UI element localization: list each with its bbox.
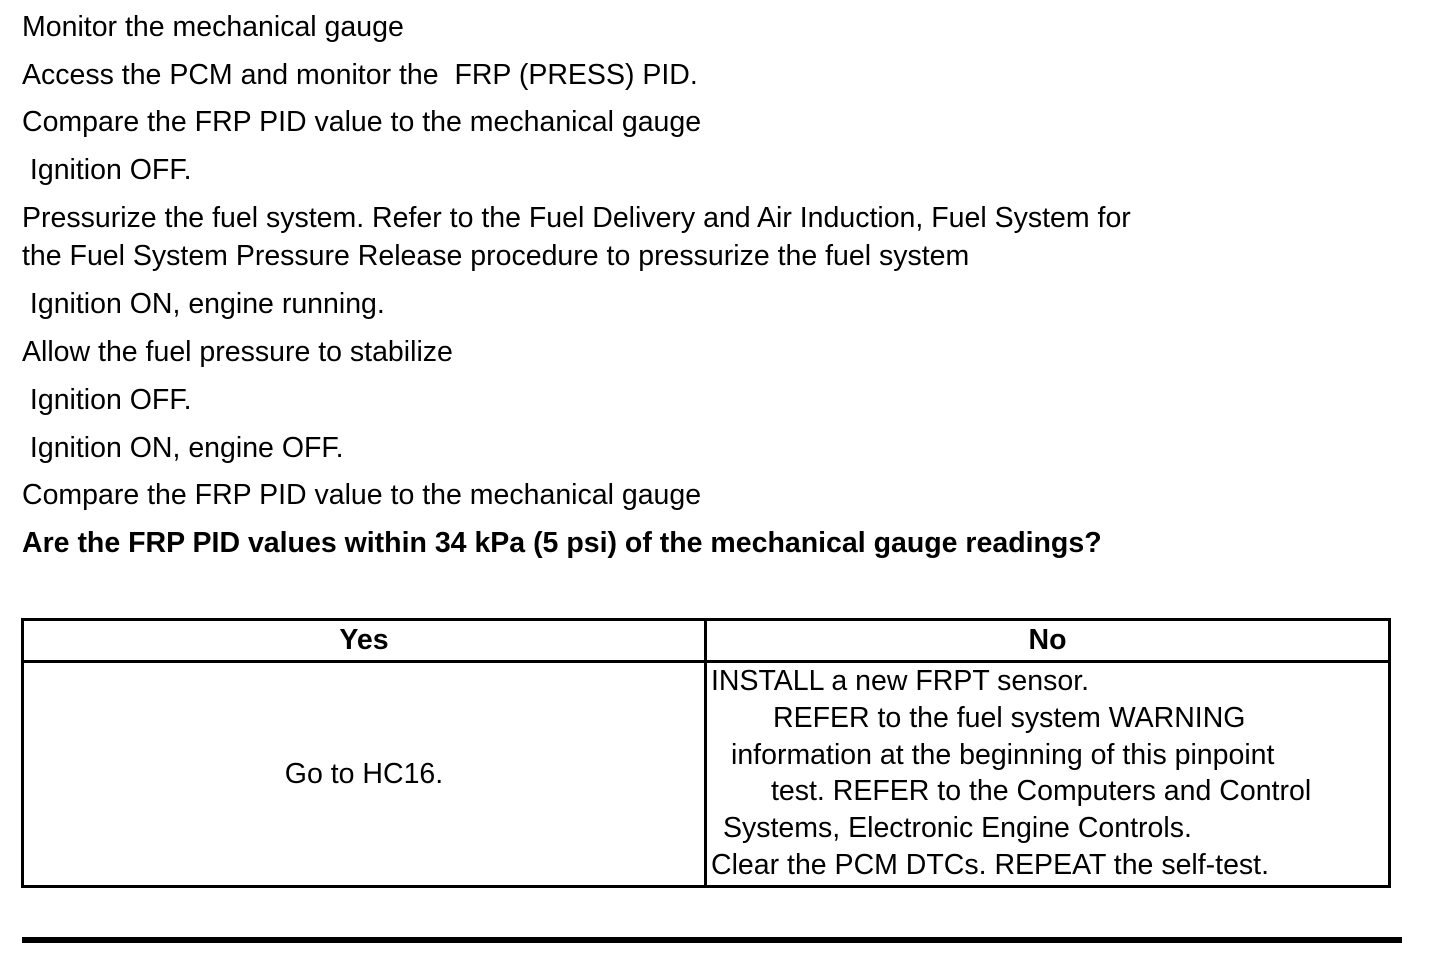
yes-column-header: Yes — [23, 620, 706, 662]
no-action-cell — [706, 662, 1390, 887]
step-9: Ignition ON, engine OFF. — [22, 431, 344, 464]
no-action-line: information at the beginning of this pinpoint — [731, 738, 1275, 771]
no-action-line: Systems, Electronic Engine Controls. — [723, 812, 1192, 845]
no-action-line: INSTALL a new FRPT sensor. — [711, 665, 1090, 697]
step-1: Monitor the mechanical gauge — [22, 11, 404, 43]
no-action-line: test. REFER to the Computers and Control — [771, 775, 1312, 808]
decision-question: Are the FRP PID values within 34 kPa (5 psi) of the mechanical gauge readings? — [22, 526, 1102, 559]
result-table-row — [23, 662, 1390, 887]
step-2: Access the PCM and monitor the FRP (PRESS) PID. — [22, 58, 698, 91]
yes-action-cell — [23, 662, 706, 887]
step-3: Compare the FRP PID value to the mechanical gauge — [22, 106, 702, 139]
no-column-header: No — [706, 620, 1390, 662]
step-10: Compare the FRP PID value to the mechanical gauge — [22, 479, 702, 512]
no-action-line: Clear the PCM DTCs. REPEAT the self-test. — [711, 848, 1270, 881]
bottom-divider — [22, 937, 1402, 943]
step-5: Pressurize the fuel system. Refer to the Fuel Delivery and Air Induction, Fuel System for the Fuel System Pressure Release procedure to pressurize the fuel system — [22, 201, 1131, 273]
step-8: Ignition OFF. — [22, 383, 192, 416]
no-action-line: REFER to the fuel system WARNING — [773, 701, 1246, 734]
step-4: Ignition OFF. — [22, 154, 192, 187]
procedure-steps — [22, 8, 1402, 562]
yes-action-text: Go to HC16. — [284, 757, 444, 790]
result-table — [21, 618, 1391, 888]
step-7: Allow the fuel pressure to stabilize — [22, 336, 453, 369]
result-table-header-row — [23, 620, 1390, 662]
step-6: Ignition ON, engine running. — [22, 288, 385, 321]
